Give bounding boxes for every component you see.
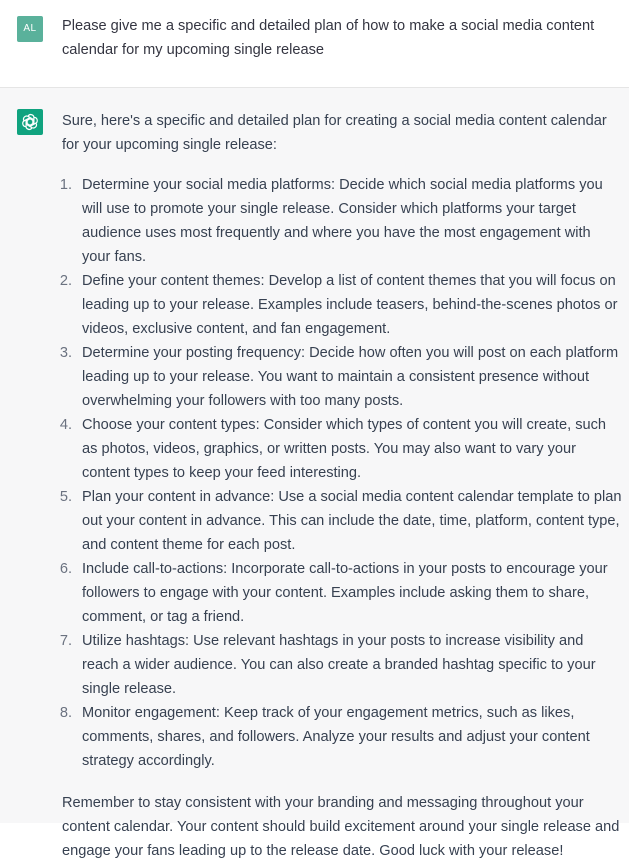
step-text: Include call-to-actions: Incorporate call-to-actions in your posts to encourage your followers to engage with your content. Examples include asking them to share, comment, or tag a friend. bbox=[82, 561, 608, 625]
step-number: 7. bbox=[59, 633, 72, 649]
step-number: 3. bbox=[59, 345, 72, 361]
user-message-text: Please give me a specific and detailed plan of how to make a social media content calendar for my upcoming single release bbox=[62, 18, 595, 58]
list-item bbox=[59, 485, 622, 557]
step-text: Utilize hashtags: Use relevant hashtags in your posts to increase visibility and reach a wider audience. You can also create a branded hashtag specific to your single release. bbox=[82, 633, 596, 697]
openai-logo-icon bbox=[17, 109, 43, 135]
list-item bbox=[59, 269, 622, 341]
step-text: Choose your content types: Consider which types of content you will create, such as photos, videos, graphics, or written posts. You may also want to vary your content types to keep your feed interesting. bbox=[82, 417, 607, 481]
step-text: Define your content themes: Develop a list of content themes that you will focus on leading up to your release. Examples include teasers, behind-the-scenes photos or videos, exclusive content, and fan engagement. bbox=[82, 273, 618, 337]
assistant-closing: Remember to stay consistent with your branding and messaging throughout your content calendar. Your content should build excitement around your single release and engage your fans leading up to the release date. Good luck with your release! bbox=[62, 795, 620, 859]
step-text: Plan your content in advance: Use a social media content calendar template to plan out your content in advance. This can include the date, time, platform, content type, and content theme for each post. bbox=[82, 489, 622, 553]
step-text: Determine your social media platforms: Decide which social media platforms you will use to promote your single release. Consider which platforms your target audience uses most frequently and where you have the most engagement with your fans. bbox=[82, 177, 603, 265]
user-message-row bbox=[0, 0, 629, 88]
user-avatar: AL bbox=[17, 16, 43, 42]
assistant-message-content bbox=[59, 109, 622, 863]
assistant-message-row bbox=[0, 88, 629, 859]
step-number: 1. bbox=[59, 177, 72, 193]
list-item bbox=[59, 413, 622, 485]
list-item bbox=[59, 341, 622, 413]
step-text: Determine your posting frequency: Decide how often you will post on each platform leading up to your release. You want to maintain a consistent presence without overwhelming your followers with too many posts. bbox=[82, 345, 619, 409]
step-number: 4. bbox=[59, 417, 72, 433]
list-item bbox=[59, 629, 622, 701]
assistant-intro: Sure, here's a specific and detailed plan for creating a social media content calendar for your upcoming single release: bbox=[62, 113, 607, 153]
step-number: 8. bbox=[59, 705, 72, 721]
step-number: 5. bbox=[59, 489, 72, 505]
list-item bbox=[59, 557, 622, 629]
step-number: 2. bbox=[59, 273, 72, 289]
list-item bbox=[59, 173, 622, 269]
list-item bbox=[59, 701, 622, 773]
step-number: 6. bbox=[59, 561, 72, 577]
steps-list bbox=[59, 173, 622, 773]
step-text: Monitor engagement: Keep track of your engagement metrics, such as likes, comments, shares, and followers. Analyze your results and adjust your content strategy accordingly. bbox=[82, 705, 590, 769]
